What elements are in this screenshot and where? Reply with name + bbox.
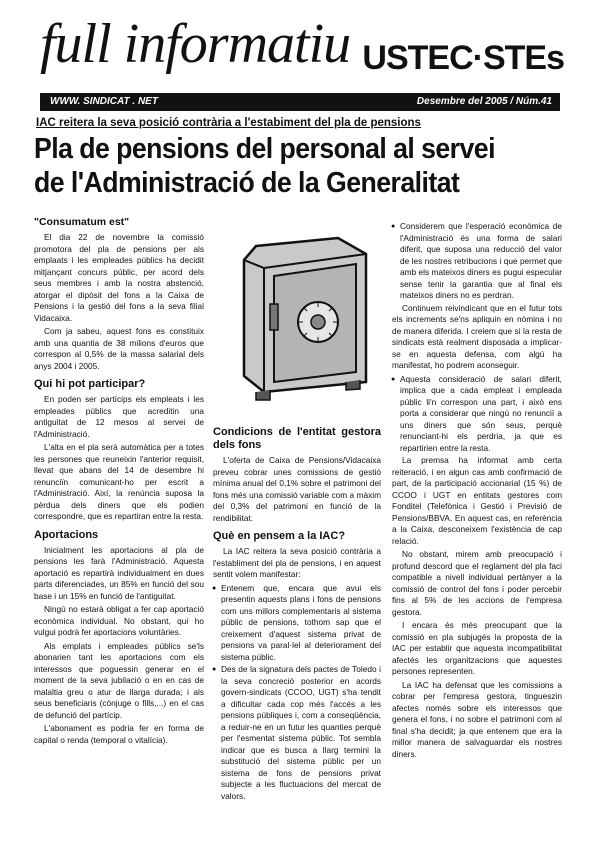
section-heading-contributions: Aportacions	[34, 528, 99, 541]
masthead-brand: USTEC·STEs	[362, 39, 564, 77]
bullet-list	[213, 583, 381, 803]
masthead-title: full informatiu	[40, 13, 351, 75]
bullet-list	[392, 374, 562, 455]
paragraph: L'abonament es podria fer en forma de capital o renda (temporal o vitalícia).	[34, 723, 204, 745]
paragraph: La IAC ha defensat que les comissions a cobrar per l'empresa gestora, tingueszin afectes només sobre els interessos que genera el fons, i no sobre el patrimoni com al final s'ha decidit; ja que entenem que era la millor manera de salvaguardar els nostres diners.	[392, 679, 562, 759]
paragraph: La IAC reitera la seva posició contrària a l'establiment del pla de pensions, i en aquest sentit volem manifestar:	[213, 546, 381, 579]
paragraph: Als emplats i empleades públics se'ls abonarien tant les aportacions com els interessos que poguessin generar en el moment de la seva jubilació o en en cas de malaltia greu o atur de llarga durada; i als seus beneficiaris (cònjuge o fills,...) en el cas de defunció del partícip.	[34, 640, 204, 720]
paragraph: El dia 22 de novembre la comissió promotora del pla de pensions per als emplaats i les empleades públics ha decidit mitjançant concurs públic, per acord dels seus membres i amb la nostra abstenció, atorgar el dipòsit del fons a la Caixa de Pensions i la gestió del fons a la seva filial Vidacaixa.	[34, 232, 204, 323]
paragraph: En poden ser partícips els empleats i les empleades públics que acreditin una antiguitat de 12 mesos al servei de l'Administració.	[34, 394, 204, 439]
article-column-2	[213, 420, 381, 803]
masthead	[40, 13, 564, 86]
section-heading-participation: Qui hi pot participar?	[34, 378, 146, 390]
paragraph: L'alta en el pla serà automàtica per a totes les persones que reuneixin l'anterior requisit, llevat que abans del 14 de desembre hi renunciïn comunicant-ho per escrit a l'Administració. Així, la renúncia suposa la pèrdua dels diners que els podien correspondre, que es repartiran entre la resta.	[34, 442, 204, 521]
paragraph: I encara és més preocupant que la comissió en pla subjugés la proposta de la IAC per establir que aquesta incompatibilitat afectés les organitzacions que aquestes persones representen.	[392, 620, 562, 676]
safe-illustration	[226, 224, 376, 404]
article-headline: Pla de pensions del personal al servei de l'Administració de la Generalitat	[34, 133, 495, 199]
paragraph: Inicialment les aportacions al pla de pensions les farà l'Administració. Aquesta aportació es repartirà individualment en dues parts diferenciades, un 85% en funció del sou base i un 15% en funció de l'antiguitat.	[34, 544, 204, 601]
article-kicker: IAC reitera la seva posició contrària a l'estabiment del pla de pensions	[36, 117, 421, 129]
paragraph: Com ja sabeu, aquest fons es constituix amb una quantia de 38 milions d'euros que correspon al 0,5% de la massa salarial dels anys 2004 i 2005.	[34, 326, 204, 371]
website-link[interactable]: WWW. SINDICAT . NET	[50, 96, 158, 107]
masthead-bar	[40, 93, 560, 111]
bullet-list	[392, 221, 562, 302]
section-heading-opinion: Què en pensem a la IAC?	[213, 530, 346, 542]
list-item: ● Aquesta consideració de salari diferit, implica que a cada empleat i empleada públic li'n correspon una part, i això ens porta a considerar que ningú no renunciï a uns diners que són seus, perquè renunciant-hi els perdria, ja que es repartirien entre la resta.	[400, 374, 562, 455]
section-tag: "Consumatum est"	[34, 216, 130, 228]
article-column-1	[34, 210, 204, 748]
paragraph: La premsa ha informat amb certa reiteració, i en algun cas amb confirmació de part, de la participació accionarial (15 %) de CCOO i UGT en entitats gestores com Fonditel (Telefònica i Gestió i Previsió de Pensions/BBVA. En aquest cas, en referència a la Caixa, desconeixem l'existència de cap relació.	[392, 455, 562, 546]
list-item: ● Entenem que, encara que avui els presentin aquests plans i fons de pensions com uns millors complementaris al sistema públic de pensions, tothom sap que el creixement d'aquest sistema privat de pensions va paral·lel al deteriorament del sistema públic.	[221, 583, 381, 664]
paragraph: Ningú no estarà obligat a fer cap aportació econòmica individual. No obstant, qui ho vulgui podrà fer aportacions voluntàries.	[34, 604, 204, 637]
paragraph: L'oferta de Caixa de Pensions/Vidacaixa preveu cobrar unes comissions de gestió mínima anual del 0,1% sobre el patrimoni del fons més una comissió variable com a màxim del 0,3% del patrimoni en funció de la rendibilitat.	[213, 455, 381, 523]
issue-info: Desembre del 2005 / Núm.41	[416, 96, 552, 107]
safe-icon	[226, 224, 376, 404]
section-heading-conditions: Condicions de l'entitat gestora dels fons	[213, 426, 381, 451]
article-column-3	[392, 221, 562, 762]
list-item: ● Considerem que l'esperació econòmica de l'Administració és una forma de salari diferit, que suposa una reducció del valor de les nostres retribucions i que permet que amb els mateixos diners es pugui especular sense tenir la garantia que al final els mateixos diners no es perdran.	[400, 221, 562, 302]
paragraph: No obstant, mirem amb preocupació i profund descord que el reglament del pla faci compatible a nivell individual pertànyer a la comissió de control del fons i poder percebir fins al 5% de les accions de l'empresa gestora.	[392, 549, 562, 617]
list-item: ● Des de la signatura dels pactes de Toledo i la seva concreció posterior en acords govern-sindicats (CCOO, UGT) s'ha tendit a dificultar cada cop més l'accés a les pensions públiques i, com a conseqüència, a reduir-ne en un futur les quanties perquè per l'esmentat sistema públic. Tot sembla indicar que es busca a llarg termini la substitució del sistema públic per un sistema de fons de pensions privat subjecte a les fluctuacions del mercat de valors.	[221, 664, 381, 802]
paragraph: Continuem reivindicant que en el futur tots els increments se'ns apliquin en nòmina i no de manera diferida. I creiem que si la resta de sindicats està realment disposada a implicar-se en aquesta defensa, com algú ha manifestat, ho podrem aconseguir.	[392, 302, 562, 370]
